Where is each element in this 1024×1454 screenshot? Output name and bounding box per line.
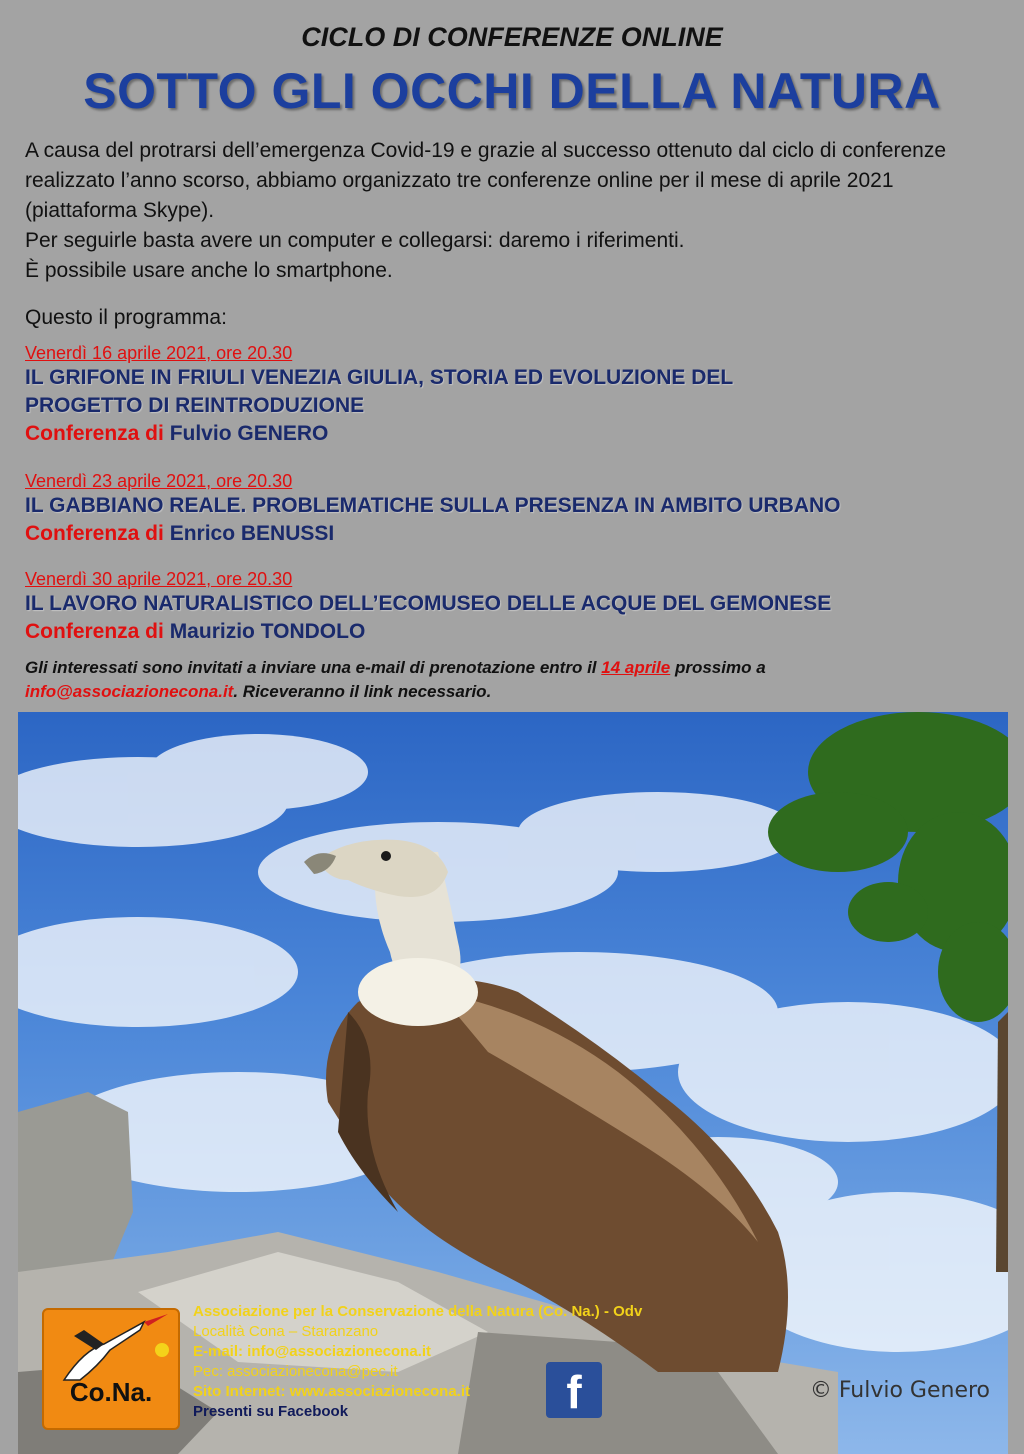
facebook-glyph: f: [566, 1366, 582, 1418]
speaker-prefix: Conferenza di: [25, 620, 170, 643]
association-facebook[interactable]: Presenti su Facebook: [193, 1403, 349, 1420]
cona-logo: [42, 1308, 180, 1430]
association-address: Località Cona – Staranzano: [193, 1323, 379, 1340]
event-date: Venerdì 30 aprile 2021, ore 20.30: [25, 569, 293, 589]
speaker-prefix: Conferenza di: [25, 522, 170, 545]
event-speaker: [25, 420, 1010, 448]
tree-foliage: [768, 712, 1008, 1022]
event-speaker: [25, 520, 1010, 548]
page-title: SOTTO GLI OCCHI DELLA NATURA: [83, 63, 941, 119]
association-website[interactable]: Sito Internet: www.associazionecona.it: [193, 1383, 470, 1400]
event-date: Venerdì 16 aprile 2021, ore 20.30: [25, 343, 293, 363]
speaker-name: Maurizio TONDOLO: [169, 620, 366, 643]
intro-line-computer: Per seguirle basta avere un computer e collegarsi: daremo i riferimenti.: [25, 229, 685, 252]
event-2: [25, 470, 1010, 548]
series-kicker: CICLO DI CONFERENZE ONLINE: [301, 22, 723, 52]
note-text: Gli interessati sono invitati a inviare una e-mail di prenotazione entro il: [25, 658, 602, 677]
event-topic: IL GABBIANO REALE. PROBLEMATICHE SULLA PRESENZA IN AMBITO URBANO: [25, 494, 841, 517]
photo-credit: © Fulvio Genero: [809, 1378, 990, 1403]
speaker-name: Enrico BENUSSI: [169, 522, 335, 545]
intro-line-smartphone: È possibile usare anche lo smartphone.: [25, 259, 393, 282]
logo-text: Co.Na.: [69, 1377, 153, 1407]
association-email[interactable]: E-mail: info@associazionecona.it: [193, 1343, 432, 1360]
event-speaker: [25, 618, 1010, 646]
note-deadline: 14 aprile: [601, 658, 671, 677]
note-text-3: . Riceveranno il link necessario.: [233, 682, 492, 701]
intro-paragraph: A causa del protrarsi dell’emergenza Covid-19 e grazie al successo ottenuto dal ciclo di conferenze realizzato l’anno scorso, abbiamo organizzato tre conferenze online per il mese di aprile 2021 (piattaforma Skype).: [25, 139, 947, 222]
association-info: [193, 1302, 753, 1422]
event-1: [25, 342, 1010, 448]
speaker-prefix: Conferenza di: [25, 422, 170, 445]
event-date: Venerdì 23 aprile 2021, ore 20.30: [25, 471, 293, 491]
association-name: Associazione per la Conservazione della Natura (Co. Na.) - Odv: [193, 1303, 643, 1320]
intro-text: [25, 136, 1010, 286]
note-text-2: prossimo a: [670, 658, 766, 677]
facebook-icon[interactable]: [546, 1362, 602, 1418]
event-topic-cont: PROGETTO DI REINTRODUZIONE: [25, 394, 365, 417]
programma-label: Questo il programma:: [25, 306, 227, 329]
association-pec[interactable]: Pec: associazionecona@pec.it: [193, 1363, 398, 1380]
speaker-name: Fulvio GENERO: [169, 422, 329, 445]
event-3: [25, 568, 1010, 646]
event-topic: IL GRIFONE IN FRIULI VENEZIA GIULIA, STORIA ED EVOLUZIONE DEL: [25, 366, 734, 389]
tree-trunk: [996, 1012, 1008, 1272]
registration-note: [25, 656, 1010, 704]
event-topic: IL LAVORO NATURALISTICO DELL’ECOMUSEO DELLE ACQUE DEL GEMONESE: [25, 592, 832, 615]
note-email[interactable]: info@associazionecona.it: [25, 682, 234, 701]
vulture-photo: [18, 712, 1008, 1454]
